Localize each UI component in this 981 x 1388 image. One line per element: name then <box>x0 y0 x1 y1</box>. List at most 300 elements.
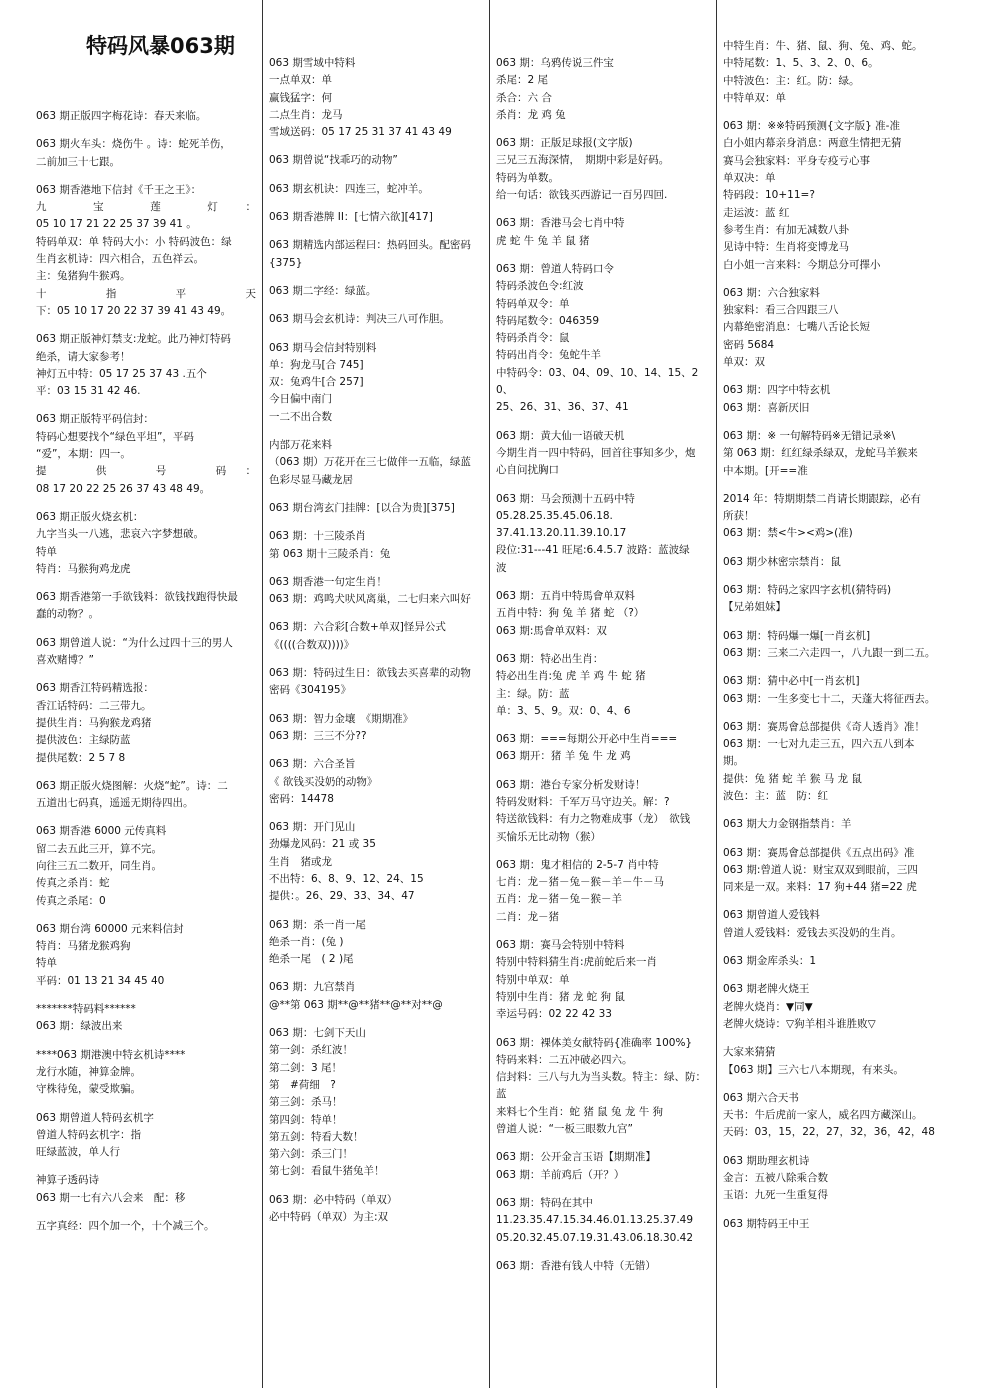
text-line: 063 期：乌鸦传说三件宝 <box>496 57 614 69</box>
text-block <box>36 1172 256 1207</box>
text-line: 传真之杀尾：0 <box>36 894 106 907</box>
text-block <box>496 215 710 250</box>
text-line: 063 期：杀一肖一尾 <box>269 918 366 931</box>
text-line: 第二剑：3 尾！ <box>269 1061 343 1074</box>
text-line: 063 期曾说“找乖巧的动物” <box>269 154 398 167</box>
text-line: 063 期正版神灯禁支:龙蛇。此乃神灯特码 <box>36 333 231 346</box>
text-line: 063 期雪域中特料 <box>269 57 356 69</box>
text-block <box>723 816 952 833</box>
text-line: 《 欲钱买没奶的动物》 <box>269 775 378 788</box>
text-line: 063 期：特码过生日：欲钱去买喜辈的动物 <box>269 667 471 680</box>
text-block <box>36 1110 256 1162</box>
text-line: 063 期台湾玄门挂牌：[以合为贵][375] <box>269 501 455 514</box>
text-block <box>496 491 710 577</box>
text-block <box>723 981 952 1033</box>
text-block <box>269 979 483 1014</box>
text-block <box>269 528 483 563</box>
text-line: 063 期:馬會单双料：双 <box>496 624 607 637</box>
text-line: 第五剑：特看大数！ <box>269 1130 364 1143</box>
text-line: 第 063 期：红红绿杀绿双，龙蛇马羊猴来 <box>723 447 918 460</box>
text-line: 密码：14478 <box>269 792 334 805</box>
text-block <box>269 340 483 426</box>
text-line: 玉语：九死一生重复得 <box>723 1189 828 1202</box>
text-block <box>723 907 952 942</box>
text-line: 063 期：猜中必中[一肖玄机] <box>723 675 860 688</box>
text-line: 向往三五二数开，同生肖。 <box>36 859 162 872</box>
text-line: 见诗中特：生肖将变博龙马 <box>723 241 849 254</box>
text-block <box>36 331 256 400</box>
text-line: 特必出生肖:兔 虎 羊 鸡 牛 蛇 猪 <box>496 670 646 683</box>
text-line: 十 指 平 天 <box>36 287 256 300</box>
text-line: 内幕绝密消息：七嘴八舌论长短 <box>723 321 870 334</box>
text-line: 杀肖：龙 鸡 兔 <box>496 108 566 121</box>
column-blocks <box>723 38 952 1233</box>
text-line: 留二去五此三开，算不完。 <box>36 842 162 855</box>
text-line: 25、26、31、36、37、41 <box>496 401 629 414</box>
text-line: 063 期：六合独家料 <box>723 286 820 299</box>
text-line: 063 期：六合彩[合数+单双]怪异公式 <box>269 621 446 634</box>
text-line: 063 期玄机诀：四连三，蛇冲羊。 <box>269 182 429 195</box>
text-line: 提供：。26、29、33、34、47 <box>269 890 415 903</box>
text-line: 063 期：羊前鸡后（开？） <box>496 1168 625 1181</box>
column-blocks <box>269 55 483 1226</box>
text-block <box>723 1216 952 1233</box>
text-line: *******特码料****** <box>36 1003 136 1016</box>
text-line: 今期生肖一四中特码，回首往事知多少，炮 <box>496 446 696 459</box>
text-line: 二肖：龙－猪 <box>496 910 559 923</box>
text-line: 063 期特码王中王 <box>723 1217 810 1230</box>
text-line: 063 期正版火烧图解：火烧“蛇”。诗：二 <box>36 779 228 792</box>
text-line: 内部万花来料 <box>269 439 332 452</box>
text-block <box>36 411 256 497</box>
text-block <box>36 823 256 909</box>
text-line: 密码《304195》 <box>269 684 352 697</box>
text-block <box>36 778 256 813</box>
text-line: 第七剑：看鼠牛猪兔羊！ <box>269 1165 385 1178</box>
text-block <box>269 209 483 226</box>
text-line: 063 期台湾 60000 元来料信封 <box>36 922 184 935</box>
text-line: 密码 5684 <box>723 338 775 351</box>
text-line: 提供波色：主绿防蓝 <box>36 734 131 747</box>
text-line: 曾道人特码玄机字：指 <box>36 1128 141 1141</box>
text-line: 063 期火车头：烧伤牛 。诗：蛇死羊伤， <box>36 138 231 151</box>
column-2 <box>262 0 487 1388</box>
text-line: 绝杀一尾 ( 2 )尾 <box>269 953 354 966</box>
text-line: 063 期：黄大仙一语破天机 <box>496 429 625 442</box>
text-line: 传真之杀肖：蛇 <box>36 877 110 890</box>
text-line: @**第 063 期**@**猪**@**对**@ <box>269 998 443 1011</box>
text-line: 063 期：智力金壤 《期期准》 <box>269 712 414 725</box>
text-line: 05.20.32.45.07.19.31.43.06.18.30.42 <box>496 1231 694 1244</box>
text-line: 063 期曾道人特码玄机字 <box>36 1111 154 1124</box>
column-blocks <box>496 55 710 1275</box>
text-line: 063 期香港一句定生肖！ <box>269 575 387 588</box>
text-block <box>36 1218 256 1235</box>
text-line: 单：狗龙马[合 745] <box>269 358 364 371</box>
text-line: 中特生肖：牛、猪、鼠、狗、兔、鸡、蛇。 <box>723 40 923 52</box>
text-line: 给一句话：欲钱买西游记一百另四回. <box>496 189 668 202</box>
text-line: 063 期：特必出生肖： <box>496 652 604 665</box>
text-line: 波色：主：蓝 防：红 <box>723 789 828 802</box>
text-line: 37.41.13.20.11.39.10.17 <box>496 527 627 540</box>
text-line: 绝杀，请大家参考！ <box>36 350 131 363</box>
text-line: {375} <box>269 256 303 269</box>
column-3 <box>489 0 714 1388</box>
text-block <box>723 1044 952 1079</box>
text-line: 2014 年：特期期禁二肖请长期跟踪，必有 <box>723 492 922 505</box>
text-line: 二前加三十七跟。 <box>36 155 120 168</box>
text-line: 063 期：必中特码（单双） <box>269 1193 398 1206</box>
text-line: 063 期正版四字梅花诗：春天来临。 <box>36 110 207 122</box>
text-line: （063 期）万花开在三七做伴一五临，绿蓝 <box>269 456 471 469</box>
text-line: 不出特：6、8、9、12、24、15 <box>269 872 424 885</box>
text-block <box>496 588 710 640</box>
text-block <box>496 857 710 926</box>
text-block <box>269 500 483 517</box>
text-line: 杀尾：2 尾 <box>496 74 549 87</box>
text-line: 来料七个生肖：蛇 猪 鼠 兔 龙 牛 狗 <box>496 1105 664 1118</box>
text-block <box>723 1090 952 1142</box>
text-block <box>269 574 483 609</box>
text-line: 特单 <box>36 545 57 558</box>
text-line: 063 期助理玄机诗 <box>723 1154 810 1167</box>
text-line: 波 <box>496 561 507 574</box>
text-block <box>723 628 952 663</box>
text-line: 色彩尽显马藏龙居 <box>269 473 353 486</box>
text-line: 九 宝 莲 灯 ： <box>36 201 256 214</box>
text-line: 063 期：特码爆一爆[一肖玄机] <box>723 629 871 642</box>
text-line: 063 期正版火烧玄机： <box>36 510 144 523</box>
text-line: 特码为单数。 <box>496 171 559 184</box>
text-line: 主：兔猪狗牛猴鸡。 <box>36 270 131 283</box>
text-line: 063 期：七剑下天山 <box>269 1027 366 1040</box>
text-line: 平码：01 13 21 34 45 40 <box>36 974 165 987</box>
text-block <box>723 673 952 708</box>
text-line: 063 期：一七对九走三五，四六五八到本 <box>723 738 915 751</box>
text-line: 雪域送码：05 17 25 31 37 41 43 49 <box>269 126 452 139</box>
text-line: 063 期：开门见山 <box>269 821 356 834</box>
text-line: 单：3、5、9。双：0、4、6 <box>496 704 631 717</box>
text-block <box>269 237 483 272</box>
text-block <box>496 1035 710 1139</box>
text-line: 08 17 20 22 25 26 37 43 48 49。 <box>36 482 211 495</box>
text-line: 香江话特码：二三带九。 <box>36 699 152 712</box>
text-line: 063 期：===每期公开必中生肖=== <box>496 733 678 746</box>
column-4 <box>716 0 956 1388</box>
text-line: 特送欲钱料：有力之物难成事（龙） 欲钱 <box>496 813 691 826</box>
text-block <box>496 937 710 1023</box>
text-line: ****063 期港澳中特玄机诗**** <box>36 1048 186 1061</box>
text-line: 特肖：马猴狗鸡龙虎 <box>36 562 131 575</box>
text-block <box>269 665 483 700</box>
text-line: 063 期：香港马会七肖中特 <box>496 217 625 230</box>
text-line: 063 期：赛馬會总部提供《五点出码》准 <box>723 846 915 859</box>
text-block <box>269 711 483 746</box>
text-line: 主：绿。防：蓝 <box>496 687 570 700</box>
text-block <box>269 152 483 169</box>
text-line: 白小姐内幕亲身消息：两意生情把无猜 <box>723 137 902 150</box>
text-line: 特别中特料猜生肖:虎前蛇后来一肖 <box>496 956 658 969</box>
text-block <box>496 1195 710 1247</box>
text-line: 【兄弟姐妹】 <box>723 601 786 614</box>
text-line: 063 期少林密宗禁肖：鼠 <box>723 555 841 568</box>
text-line: 中特码令：03、04、09、10、14、15、20、 <box>496 366 699 397</box>
text-block <box>269 1025 483 1181</box>
text-line: 劲爆龙风码：21 或 35 <box>269 838 376 851</box>
text-line: 063 期：香港有钱人中特（无错） <box>496 1259 656 1272</box>
text-line: 063 期：四字中特玄机 <box>723 384 831 397</box>
text-block <box>269 311 483 328</box>
text-line: 第 #荷细 ? <box>269 1078 336 1091</box>
text-line: 白小姐一言来料：今期总分可擇小 <box>723 258 881 271</box>
text-line: 063 期香江特码精选报： <box>36 682 154 695</box>
text-line: 063 期：公开金言玉语【期期准】 <box>496 1151 656 1164</box>
text-line: 天书：牛后虎前一家人，威名四方藏深山。 <box>723 1109 923 1122</box>
text-line: 063 期二字经：绿蓝。 <box>269 284 377 297</box>
text-line: 特码单双：单 特码大小：小 特码波色：绿 <box>36 235 232 248</box>
text-line: 五肖中特：狗 兔 羊 猪 蛇 （?） <box>496 607 645 620</box>
text-line: 旺绿蓝波，单人行 <box>36 1146 120 1159</box>
text-line: 特码杀波色令:红波 <box>496 280 584 293</box>
text-line: 063 期香港 6000 元传真料 <box>36 825 167 838</box>
text-line: 提供：兔 猪 蛇 羊 猴 马 龙 鼠 <box>723 772 862 785</box>
text-block <box>36 589 256 624</box>
text-line: 中本期。[开==准 <box>723 464 808 477</box>
text-line: 063 期：鬼才相信的 2-5-7 肖中特 <box>496 858 659 871</box>
text-line: 生肖玄机诗：四六相合，五色祥云。 <box>36 253 204 266</box>
text-line: 特码发财料：千军万马守边关。解：? <box>496 795 670 808</box>
text-line: 同来是一双。来料：17 狗+44 猪=22 虎 <box>723 881 917 894</box>
text-line: 守株待兔，蒙受欺骗。 <box>36 1083 141 1096</box>
text-block <box>723 582 952 617</box>
text-line: 杀合：六 合 <box>496 91 552 104</box>
text-line: 第一剑：杀红波！ <box>269 1044 353 1057</box>
text-line: 063 期：正版足球报(文字版) <box>496 137 633 150</box>
text-line: 必中特码（单双）为主:双 <box>269 1211 389 1224</box>
text-line: 特码尾数令：046359 <box>496 314 600 327</box>
text-line: 老牌火烧诗：▽狗羊相斗谁胜败▽ <box>723 1017 876 1030</box>
text-line: 特码杀肖令：鼠 <box>496 332 570 345</box>
text-line: 063 期曾道人说：“为什么过四十三的男人 <box>36 636 233 649</box>
text-line: 063 期正版特平码信封： <box>36 413 154 426</box>
text-line: 段位:31---41 旺尾:6.4.5.7 波路：蓝波绿 <box>496 544 690 557</box>
text-line: 特码心想要找个“绿色平坦”，平码 <box>36 430 194 443</box>
text-line: 063 期香港牌 II：[七情六欲][417] <box>269 211 433 224</box>
text-line: 中特尾数：1、5、3、2、0、6。 <box>723 57 879 70</box>
text-line: 中特波色：主：红。防：绿。 <box>723 74 860 87</box>
text-line: 参考生肖：有加无减数八卦 <box>723 223 849 236</box>
text-block <box>269 181 483 198</box>
text-line: 买愉乐无比动物（猴） <box>496 830 601 843</box>
text-line: 063 期：※※特码预测{文字版} 准-准 <box>723 120 900 133</box>
text-block <box>723 382 952 417</box>
text-line: 信封料：三八与九为当头数。特主：绿、防： <box>496 1071 706 1084</box>
text-line: 063 期：鸡鸣犬吠风离巢，二七归来六叫好 <box>269 593 471 606</box>
text-block <box>36 108 256 125</box>
text-line: 幸运号码：02 22 42 33 <box>496 1008 612 1021</box>
text-block <box>269 437 483 489</box>
text-line: 五道出七码真，遥遥无期待四出。 <box>36 797 194 810</box>
text-block <box>723 38 952 107</box>
text-line: 金言：五被八除乘合数 <box>723 1172 828 1185</box>
text-block <box>496 1258 710 1275</box>
text-line: 063 期马会玄机诗：判决三八可作胆。 <box>269 313 450 326</box>
column-1 <box>30 0 260 1388</box>
text-line: 063 期马会信封特别料 <box>269 341 377 354</box>
text-line: 平：03 15 31 42 46. <box>36 385 141 398</box>
text-block <box>496 261 710 417</box>
text-block <box>496 428 710 480</box>
text-line: 特码出肖令：兔蛇牛羊 <box>496 349 601 362</box>
text-line: 第六剑：杀三门！ <box>269 1148 353 1161</box>
text-line: 063 期金库杀头：1 <box>723 955 817 968</box>
text-line: 【063 期】三六七八本期现，有来头。 <box>723 1063 904 1076</box>
text-line: 063 期：特码之家四字玄机(猜特码) <box>723 584 892 597</box>
text-block <box>723 491 952 543</box>
text-line: 特别中单双：单 <box>496 973 570 986</box>
text-line: “爱”，本期：四一。 <box>36 448 131 461</box>
text-line: 05.28.25.35.45.06.18. <box>496 509 613 522</box>
text-line: 走运波：蓝 红 <box>723 206 790 219</box>
text-block <box>496 135 710 204</box>
text-line: 063 期香港地下信封《千王之王》： <box>36 183 202 196</box>
text-block <box>36 635 256 670</box>
text-line: 063 期：特码在其中 <box>496 1196 593 1209</box>
text-line: 期。 <box>723 755 744 768</box>
text-block <box>269 819 483 905</box>
text-line: 063 期：绿波出来 <box>36 1020 123 1033</box>
text-line: 今日偏中南门 <box>269 393 332 406</box>
text-line: 063 期老牌火烧王 <box>723 983 810 996</box>
text-line: 九字当头一八逃，悲哀六字梦想破。 <box>36 528 204 541</box>
text-line: 063 期:曾道人说：财宝双双到眼前，三四 <box>723 863 918 876</box>
text-line: 特码单双令：单 <box>496 297 570 310</box>
text-block <box>269 619 483 654</box>
text-line: 独家料：看三合四跟三八 <box>723 304 839 317</box>
text-line: 063 期开：猪 羊 兔 牛 龙 鸡 <box>496 750 631 763</box>
text-line: 063 期：六合圣旨 <box>269 758 356 771</box>
text-line: 第四剑：特单！ <box>269 1113 343 1126</box>
text-line: 063 期：三三不分?? <box>269 729 367 742</box>
text-line: 第 063 期十三陵杀肖：兔 <box>269 547 391 560</box>
text-line: 一二不出合数 <box>269 410 332 423</box>
text-line: 下：05 10 17 20 22 37 39 41 43 49。 <box>36 304 232 317</box>
text-line: 特别中生肖：猪 龙 蛇 狗 鼠 <box>496 990 625 1003</box>
text-block <box>723 428 952 480</box>
text-line: 五字真经：四个加一个，十个减三个。 <box>36 1220 215 1233</box>
text-line: 五肖：龙－猪－兔－猴－羊 <box>496 893 622 906</box>
text-line: 生肖 猪或龙 <box>269 855 332 868</box>
text-line: 《((((合数双))))》 <box>269 638 355 651</box>
text-line: 063 期：裸体美女献特码{准确率 100%} <box>496 1036 693 1049</box>
text-line: 063 期：喜新厌旧 <box>723 401 810 414</box>
text-line: 063 期精选内部运程曰：热码回头。配密码 <box>269 239 471 252</box>
text-line: 063 期：赛馬會总部提供《奇人透肖》准！ <box>723 720 925 733</box>
text-line: 老牌火烧肖：▼同▼ <box>723 1000 813 1013</box>
text-line: 063 期：十三陵杀肖 <box>269 530 366 543</box>
text-line: 063 期一七有六八会来 配：移 <box>36 1191 186 1204</box>
text-line: 063 期：九宫禁肖 <box>269 981 356 994</box>
text-block <box>36 509 256 578</box>
text-block <box>269 283 483 300</box>
text-line: 赛马会独家料：平身专疫亏心事 <box>723 154 870 167</box>
text-line: 提供生肖：马狗猴龙鸡猪 <box>36 716 152 729</box>
text-block <box>36 1047 256 1099</box>
text-line: 天码：03，15，22，27，32，36，42，48 <box>723 1126 935 1139</box>
text-line: 赢钱猛字：何 <box>269 91 332 104</box>
text-line: 曾道人说：“一板三眼数九宫” <box>496 1123 633 1136</box>
text-block <box>723 719 952 805</box>
text-line: 二点生肖：龙马 <box>269 108 343 121</box>
text-line: 063 期：三来二六走四一，八九跟一到二五。 <box>723 646 936 659</box>
text-line: 063 期：五肖中特馬會单双料 <box>496 590 635 603</box>
text-line: 提供尾数：2 5 7 8 <box>36 751 126 764</box>
text-line: 063 期香港第一手欲钱料：欲钱找跑得快最 <box>36 591 238 604</box>
text-line: 063 期：曾道人特码口令 <box>496 262 614 275</box>
text-line: 七肖：龙－猪－兔－猴－羊－牛－马 <box>496 876 664 889</box>
text-block <box>496 651 710 720</box>
text-line: 一点单双：单 <box>269 74 332 87</box>
text-block <box>269 917 483 969</box>
text-block <box>723 1153 952 1205</box>
text-block <box>723 845 952 897</box>
text-block <box>723 953 952 970</box>
text-block <box>36 680 256 766</box>
text-line: 特单 <box>36 957 57 970</box>
text-line: 063 期：赛马会特别中特料 <box>496 939 625 952</box>
text-line: 中特单双：单 <box>723 91 786 104</box>
text-line: 特码段：10+11=? <box>723 189 815 202</box>
page-title: 特码风暴063期 <box>86 34 235 58</box>
text-line: 龙行水随，神算金牌。 <box>36 1065 141 1078</box>
text-line: 蠢的动物？。 <box>36 608 99 621</box>
text-block <box>723 118 952 274</box>
text-line: 大家来猜猜 <box>723 1046 776 1059</box>
text-block <box>269 55 483 141</box>
text-line: 单双决：单 <box>723 172 776 185</box>
text-line: 单双：双 <box>723 356 765 369</box>
text-line: 11.23.35.47.15.34.46.01.13.25.37.49 <box>496 1214 694 1227</box>
text-line: 05 10 17 21 22 25 37 39 41 。 <box>36 218 197 231</box>
text-block <box>269 756 483 808</box>
text-line: 曾道人爱钱料：爱钱去买没奶的生肖。 <box>723 926 902 939</box>
text-line: 提 供 号 码 ： <box>36 465 256 478</box>
text-line: 所获！ <box>723 510 755 523</box>
text-block <box>269 1192 483 1227</box>
text-line: 第三剑：杀马！ <box>269 1096 343 1109</box>
text-line: 神算子透码诗 <box>36 1174 99 1187</box>
text-line: 神灯五中特：05 17 25 37 43 .五个 <box>36 367 207 380</box>
text-line: 063 期大力金钢指禁肖：羊 <box>723 818 852 831</box>
text-block <box>36 136 256 171</box>
text-line: 063 期：马会预测十五码中特 <box>496 492 635 505</box>
text-block <box>36 182 256 320</box>
text-line: 蓝 <box>496 1088 507 1101</box>
text-line: 喜欢赌博？” <box>36 654 94 667</box>
text-line: 063 期六合天书 <box>723 1091 799 1104</box>
text-line: 心自问扰胸口 <box>496 464 559 477</box>
text-block <box>496 55 710 124</box>
text-block <box>496 731 710 766</box>
text-line: 绝杀一肖：(兔 ) <box>269 935 344 948</box>
text-line: 特肖：马猪龙猴鸡狗 <box>36 940 131 953</box>
text-block <box>36 1001 256 1036</box>
text-line: 063 期：一生多变七十二，天蓬大将征西去。 <box>723 692 936 705</box>
text-line: 特码来料：二五冲破必四六。 <box>496 1053 633 1066</box>
text-line: 虎 蛇 牛 兔 羊 鼠 猪 <box>496 234 590 247</box>
text-block <box>496 777 710 846</box>
column-blocks <box>36 108 256 1235</box>
